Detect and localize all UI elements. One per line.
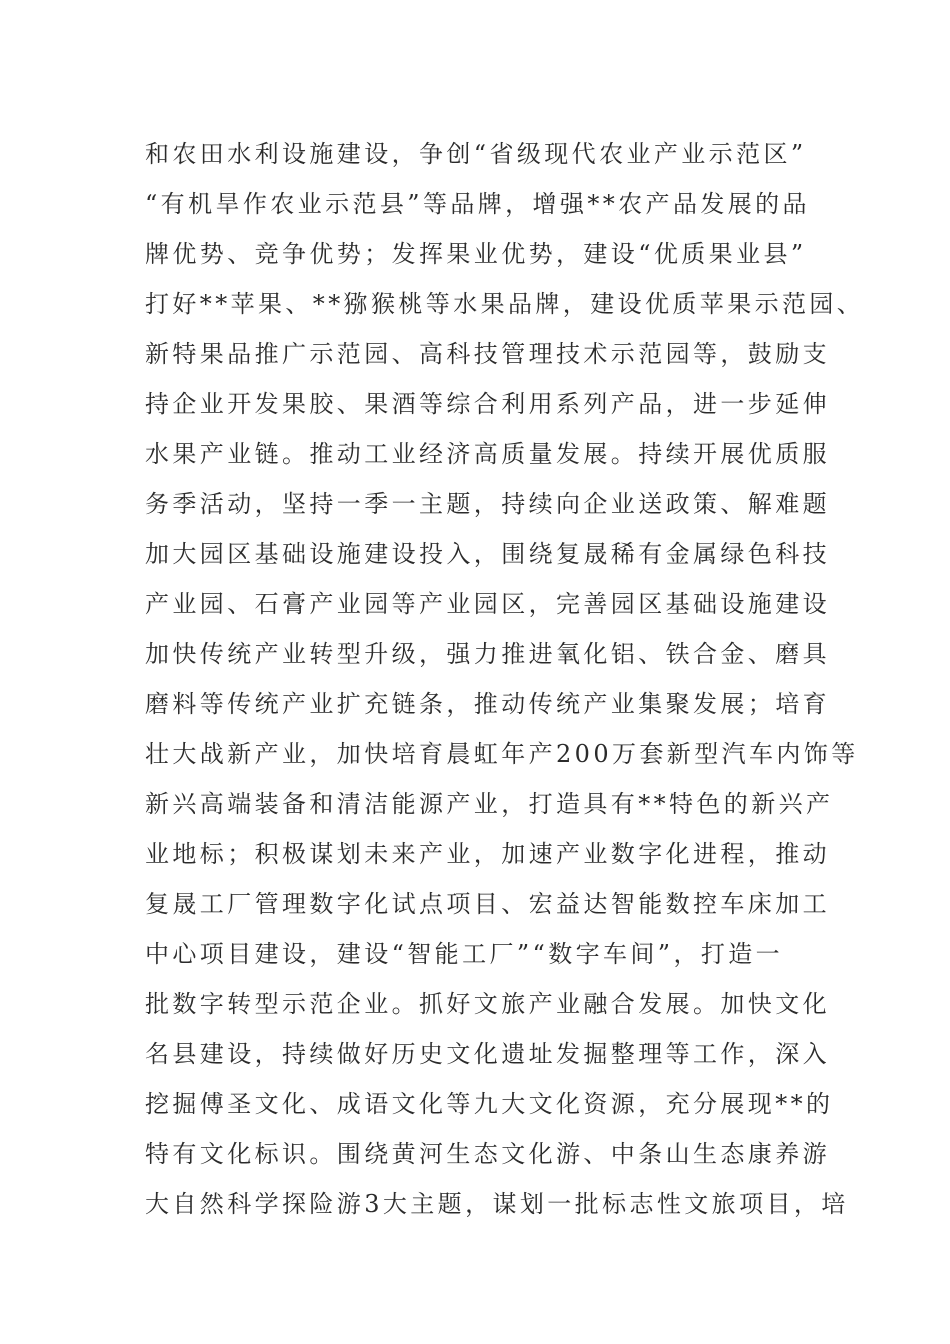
text-line: 挖掘傅圣文化、成语文化等九大文化资源，充分展现**的	[145, 1090, 834, 1118]
text-line: 新特果品推广示范园、高科技管理技术示范园等，鼓励支	[145, 340, 830, 368]
text-line: 加快传统产业转型升级，强力推进氧化铝、铁合金、磨具	[145, 640, 830, 668]
text-line: 中心项目建设，建设“智能工厂”“数字车间”，打造一	[145, 940, 784, 968]
text-line: 大自然科学探险游3大主题，谋划一批标志性文旅项目，培	[145, 1190, 849, 1218]
text-line: 名县建设，持续做好历史文化遗址发掘整理等工作，深入	[145, 1040, 830, 1068]
text-line: 水果产业链。推动工业经济高质量发展。持续开展优质服	[145, 440, 830, 468]
text-line: 壮大战新产业，加快培育晨虹年产200万套新型汽车内饰等	[145, 740, 859, 768]
text-line: 牌优势、竞争优势；发挥果业优势，建设“优质果业县”	[145, 240, 807, 268]
text-line: 新兴高端装备和清洁能源产业，打造具有**特色的新兴产	[145, 790, 834, 818]
body-paragraph	[145, 129, 865, 1229]
text-line: 持企业开发果胶、果酒等综合利用系列产品，进一步延伸	[145, 390, 830, 418]
text-line: “有机旱作农业示范县”等品牌，增强**农产品发展的品	[145, 190, 810, 218]
text-line: 产业园、石膏产业园等产业园区，完善园区基础设施建设	[145, 590, 830, 618]
text-line: 和农田水利设施建设，争创“省级现代农业产业示范区”	[145, 140, 807, 168]
text-line: 磨料等传统产业扩充链条，推动传统产业集聚发展；培育	[145, 690, 830, 718]
text-line: 打好**苹果、**猕猴桃等水果品牌，建设优质苹果示范园、	[145, 290, 865, 318]
text-line: 特有文化标识。围绕黄河生态文化游、中条山生态康养游	[145, 1140, 830, 1168]
text-line: 加大园区基础设施建设投入，围绕复晟稀有金属绿色科技	[145, 540, 830, 568]
text-line: 务季活动，坚持一季一主题，持续向企业送政策、解难题	[145, 490, 830, 518]
text-line: 批数字转型示范企业。抓好文旅产业融合发展。加快文化	[145, 990, 830, 1018]
text-line: 业地标；积极谋划未来产业，加速产业数字化进程，推动	[145, 840, 830, 868]
text-line: 复晟工厂管理数字化试点项目、宏益达智能数控车床加工	[145, 890, 830, 918]
